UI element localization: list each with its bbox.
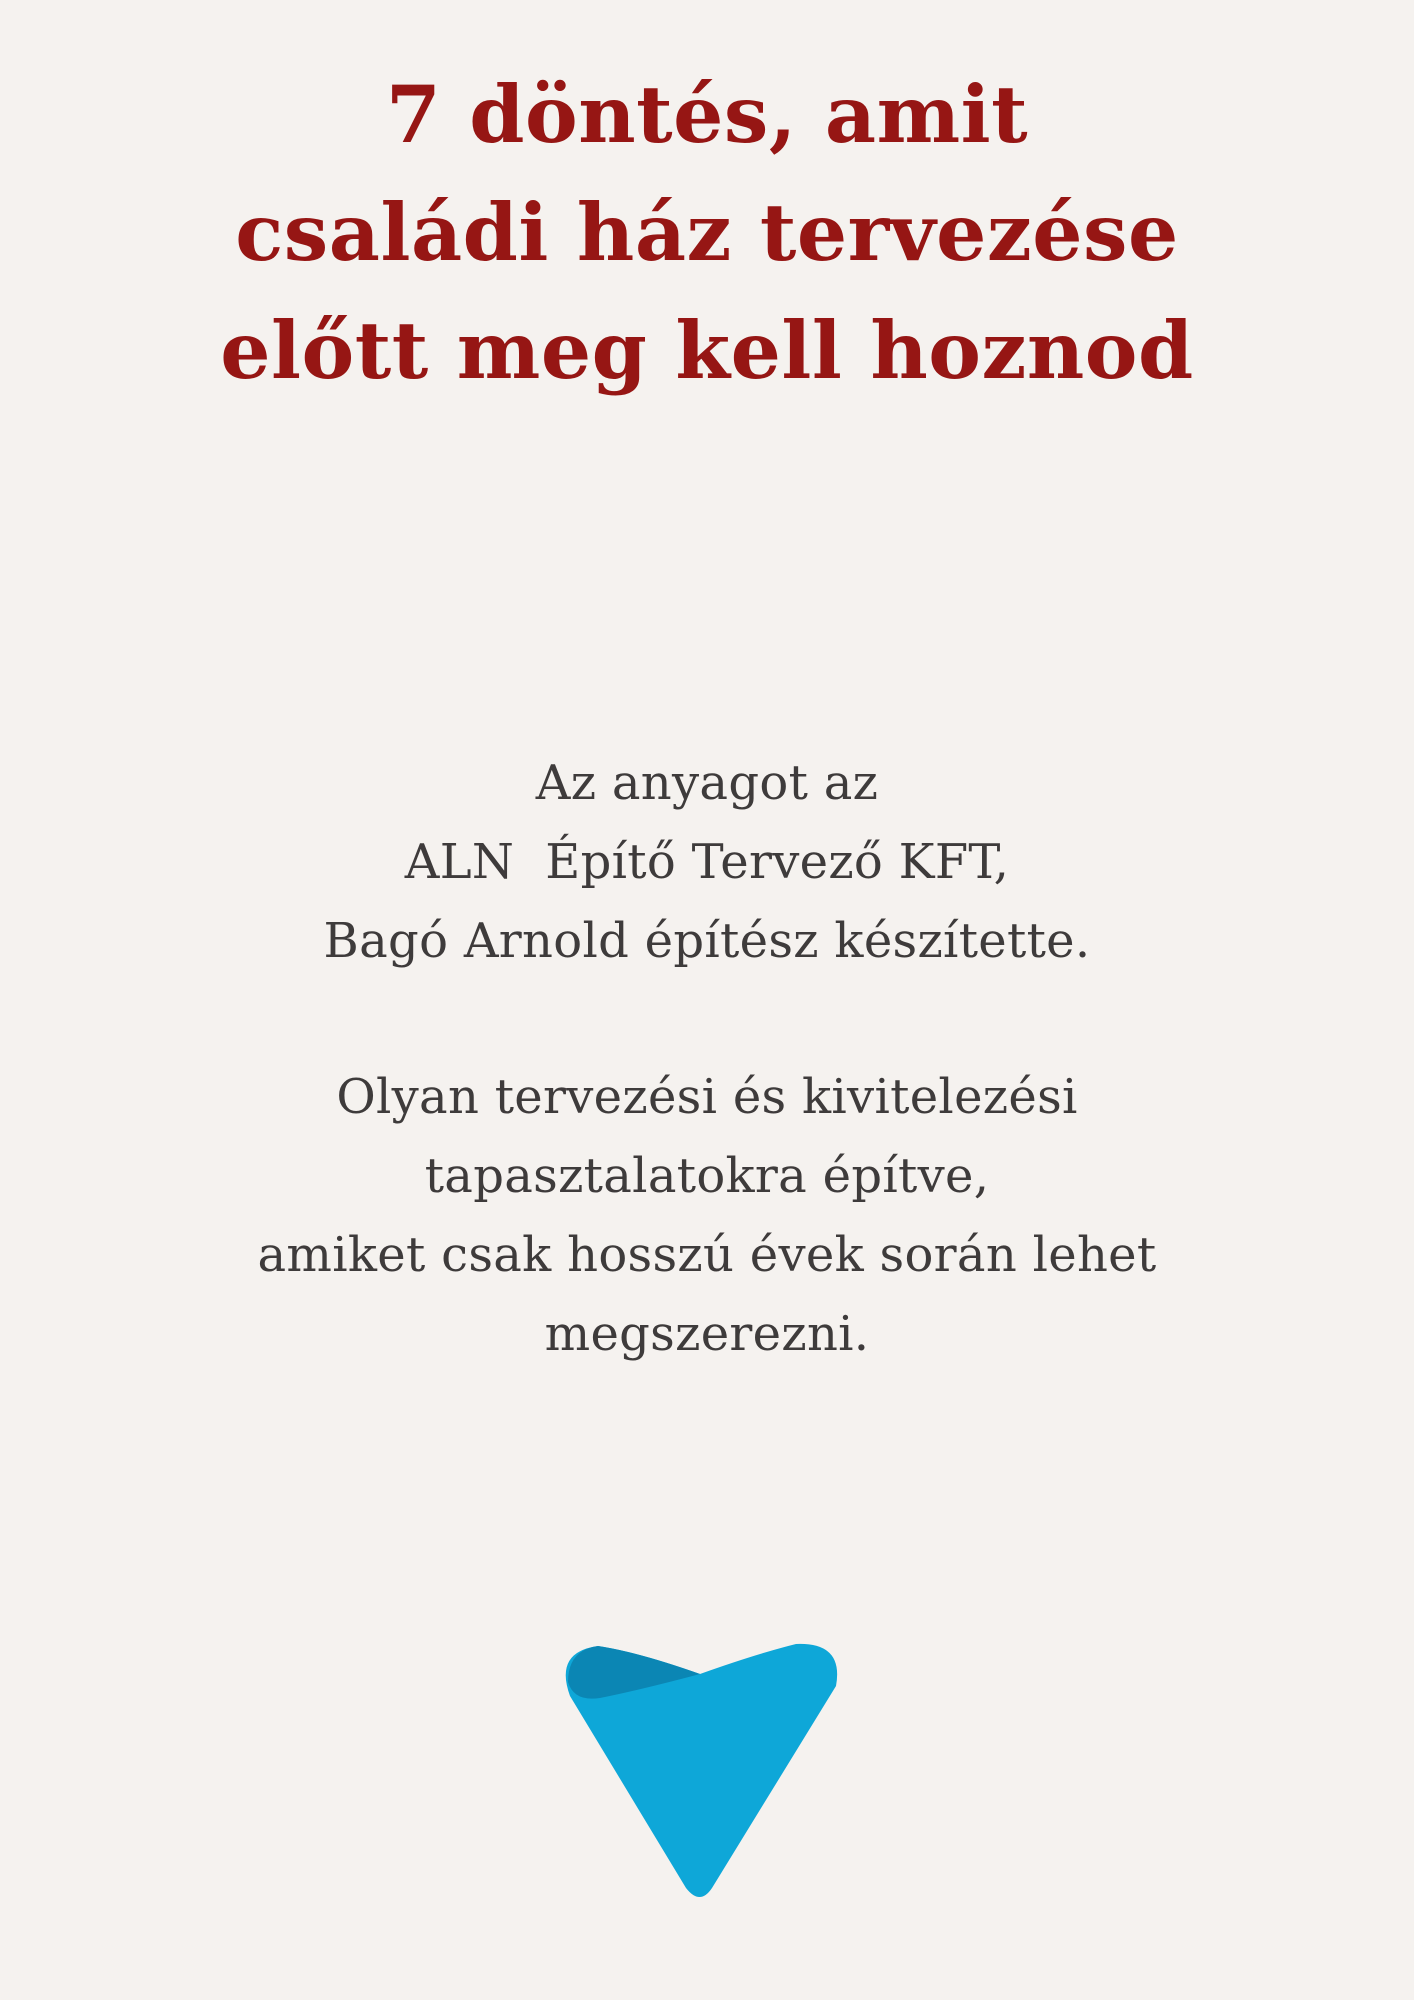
credit-line-1: Az anyagot az bbox=[535, 755, 879, 811]
title-line-3: előtt meg kell hoznod bbox=[220, 304, 1194, 397]
description-line-1: Olyan tervezési és kivitelezési bbox=[336, 1069, 1078, 1125]
description-line-4: megszerezni. bbox=[544, 1306, 870, 1362]
title-line-2: családi ház tervezése bbox=[235, 186, 1179, 279]
credit-line-2: ALN Építő Tervező KFT, bbox=[404, 834, 1010, 890]
description-line-3: amiket csak hosszú évek során lehet bbox=[257, 1227, 1157, 1283]
page-title bbox=[0, 56, 1414, 410]
description-line-2: tapasztalatokra építve, bbox=[424, 1148, 990, 1204]
credit-line-3: Bagó Arnold építész készítette. bbox=[323, 913, 1091, 969]
credit-paragraph bbox=[0, 744, 1414, 981]
description-paragraph bbox=[0, 1058, 1414, 1374]
title-line-1: 7 döntés, amit bbox=[385, 68, 1029, 161]
triangle-arrow-icon bbox=[560, 1638, 860, 1898]
